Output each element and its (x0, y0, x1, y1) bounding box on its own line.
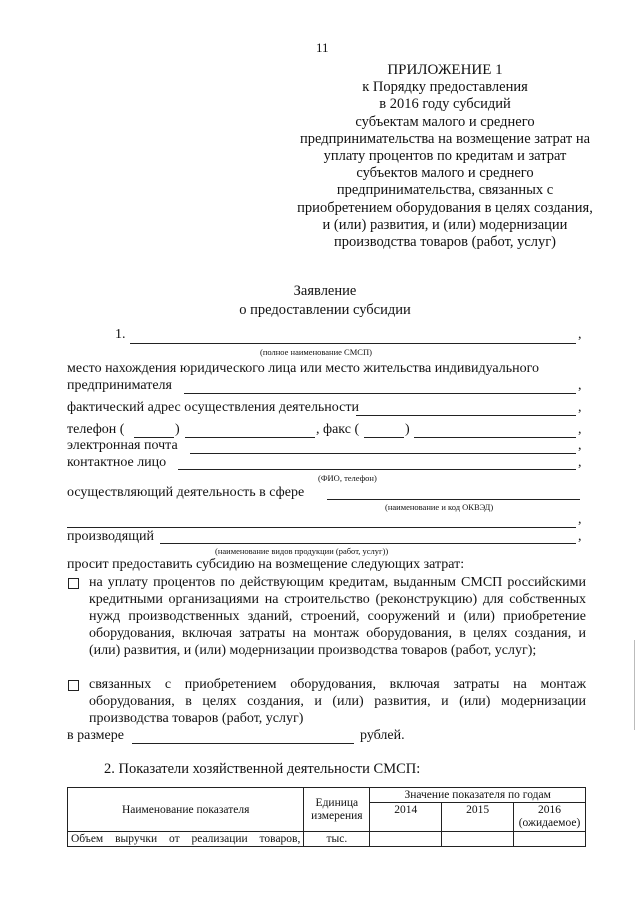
header-unit: Единица измерения (304, 788, 370, 832)
appendix-line: приобретением оборудования в целях создания, (297, 199, 593, 216)
comma: , (578, 378, 582, 393)
option1-checkbox[interactable] (68, 578, 79, 589)
phone-close: ) (175, 422, 180, 437)
header-name: Наименование показателя (68, 788, 304, 832)
row-value-2016[interactable] (514, 832, 586, 847)
appendix-line: к Порядку предоставления (362, 79, 528, 96)
activity-field-2[interactable] (67, 527, 576, 528)
full-name-field[interactable] (130, 343, 576, 344)
producing-label: производящий (67, 529, 154, 544)
appendix-line: субъектов малого и среднего (356, 165, 534, 182)
page-number: 11 (316, 40, 329, 55)
comma: , (578, 327, 582, 342)
table-row (68, 832, 586, 847)
row-name: Объем выручки от реализации товаров, (68, 832, 304, 847)
caption-full-name: (полное наименование СМСП) (260, 347, 372, 357)
comma: , (578, 438, 582, 453)
caption-contact: (ФИО, телефон) (318, 473, 377, 483)
scan-edge-mark (634, 640, 635, 730)
location-field[interactable] (184, 393, 576, 394)
fax-code-field[interactable] (364, 437, 404, 438)
email-label: электронная почта (67, 438, 178, 453)
contact-field[interactable] (178, 469, 576, 470)
statement-heading (180, 282, 470, 320)
appendix-line: и (или) развития, и (или) модернизации (322, 216, 568, 233)
appendix-line: в 2016 году субсидий (379, 96, 511, 113)
option1-text: на уплату процентов по действующим кредитам, выданным СМСП российскими кредитными организациями на строительство (реконструкцию) для собственных нужд производственных зданий, строений, сооружений и (или) приобретение оборудования, включая затраты на монтаж оборудования, в целях создания, и (или) развития, и (или) модернизации производства товаров (работ, услуг); (89, 575, 586, 658)
table-header-row (68, 788, 586, 803)
option2-checkbox[interactable] (68, 680, 79, 691)
row-value-2014[interactable] (370, 832, 442, 847)
fax-close: ) (405, 422, 410, 437)
statement-subtitle: о предоставлении субсидии (239, 302, 411, 318)
appendix-title: ПРИЛОЖЕНИЕ 1 (387, 62, 503, 78)
comma: , (578, 400, 582, 415)
amount-field[interactable] (132, 743, 354, 744)
actual-address-label: фактический адрес осуществления деятельности (67, 400, 359, 415)
comma: , (578, 529, 582, 544)
actual-address-field[interactable] (356, 415, 576, 416)
amount-unit: рублей. (360, 728, 405, 743)
phone-number-field[interactable] (185, 437, 315, 438)
comma: , (578, 512, 582, 527)
row-value-2015[interactable] (442, 832, 514, 847)
appendix-line: субъектам малого и среднего (355, 113, 535, 130)
caption-products: (наименование видов продукции (работ, услуг)) (215, 546, 389, 556)
section2-title: 2. Показатели хозяйственной деятельности СМСП: (104, 761, 421, 777)
appendix-line: производства товаров (работ, услуг) (333, 234, 557, 251)
item1-number: 1. (115, 327, 126, 342)
fax-number-field[interactable] (414, 437, 576, 438)
appendix-line: предпринимательства, связанных с (336, 182, 554, 199)
fax-label: , факс ( (316, 422, 360, 437)
appendix-line: уплату процентов по кредитам и затрат (323, 148, 567, 165)
entrepreneur-label: предпринимателя (67, 378, 172, 393)
appendix-line: предпринимательства на возмещение затрат на (299, 130, 591, 147)
phone-label: телефон ( (67, 422, 125, 437)
option2-text: связанных с приобретением оборудования, включая затраты на монтаж оборудования, в целях создания, и (или) развития, и (или) модернизации производства товаров (работ, услуг) (89, 677, 586, 726)
activity-label: осуществляющий деятельность в сфере (67, 485, 305, 500)
header-values: Значение показателя по годам (370, 788, 586, 803)
email-field[interactable] (190, 453, 576, 454)
header-year: 2014 (370, 803, 442, 832)
activity-field[interactable] (327, 499, 580, 500)
request-text: просит предоставить субсидию на возмещение следующих затрат: (67, 557, 465, 572)
header-year: 2015 (442, 803, 514, 832)
statement-title: Заявление (293, 283, 357, 299)
location-label: место нахождения юридического лица или место жительства индивидуального (67, 361, 539, 376)
appendix-header (290, 62, 600, 251)
comma: , (578, 422, 582, 437)
producing-field[interactable] (160, 543, 576, 544)
header-year: 2016 (ожидаемое) (514, 803, 586, 832)
contact-label: контактное лицо (67, 455, 167, 470)
comma: , (578, 455, 582, 470)
row-unit: тыс. (304, 832, 370, 847)
caption-okved: (наименование и код ОКВЭД) (385, 502, 494, 512)
indicators-table (67, 787, 586, 847)
amount-label: в размере (67, 728, 124, 743)
